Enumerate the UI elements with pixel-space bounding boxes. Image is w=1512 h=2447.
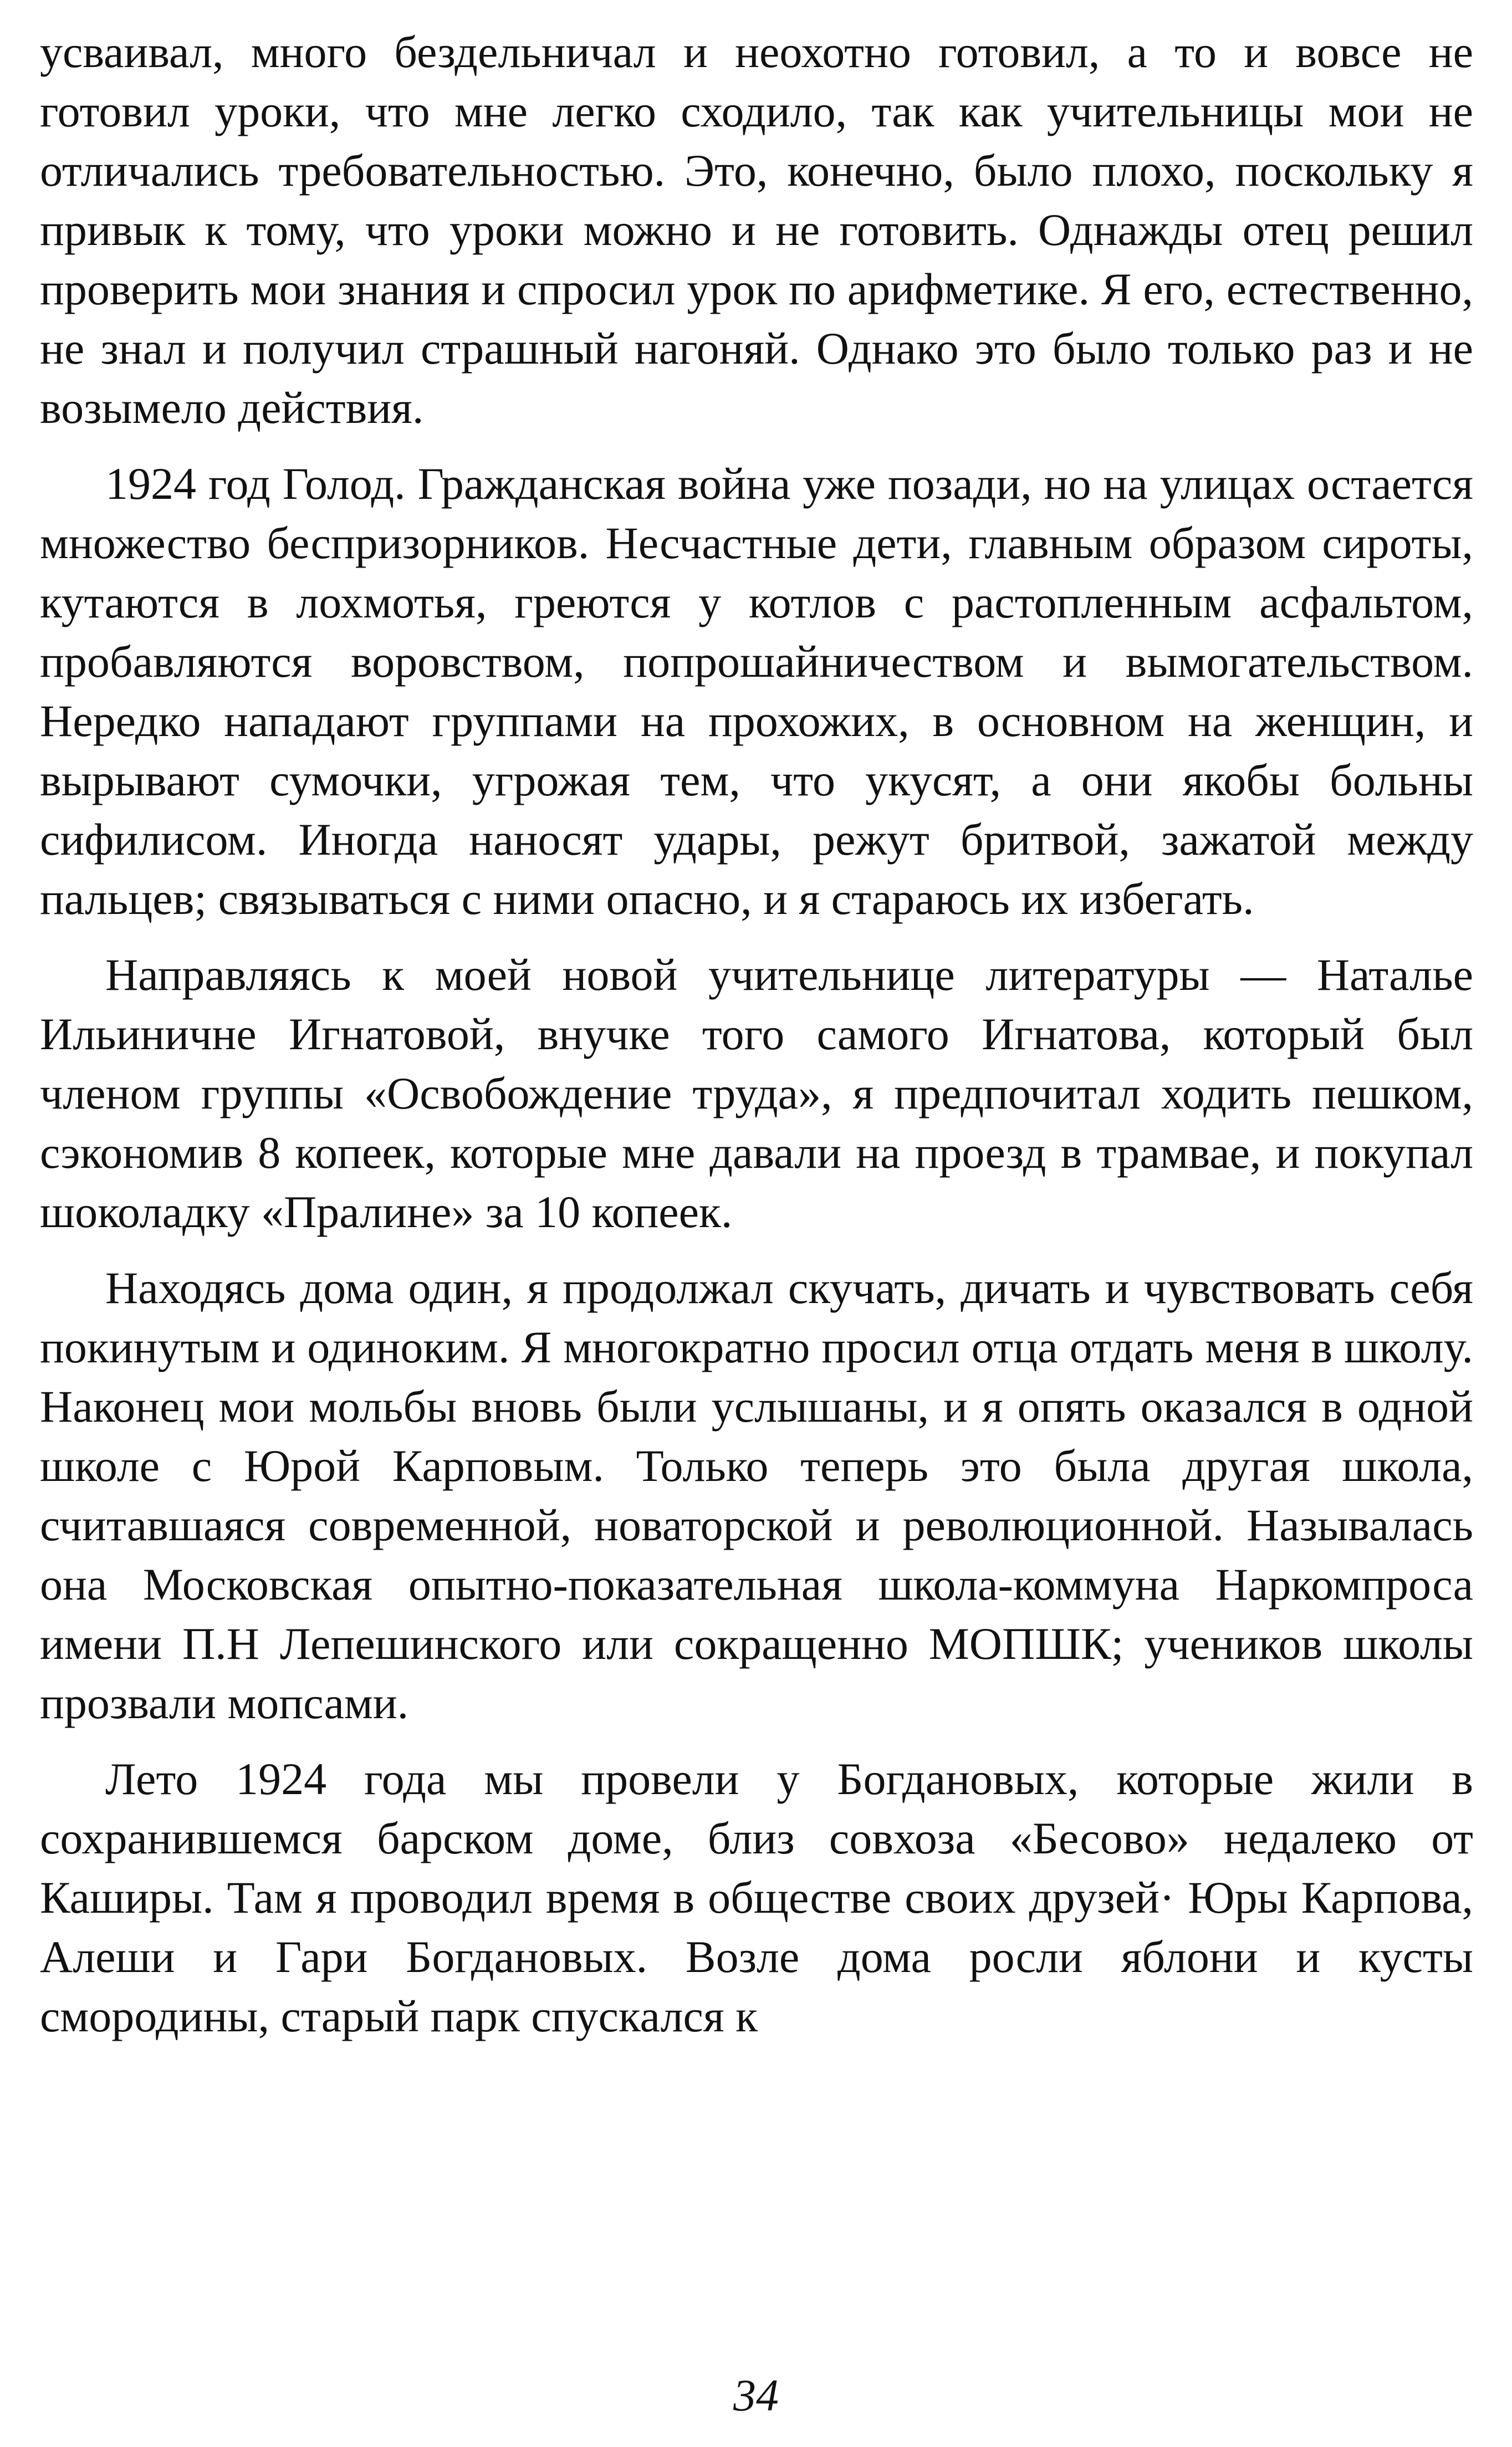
paragraph-5: Лето 1924 года мы провели у Богдановых, которые жили в сохранившемся барском доме, близ совхоза «Бесово» недалеко от Каширы. Там я проводил время в обществе своих друзей· Юры Карпова, Алеши и Гари Богдановых. Возле дома росли яблони и кусты смородины, старый парк спускался к [40,1754,1473,2041]
paragraph-3: Направляясь к моей новой учительнице литературы — Наталье Ильиничне Игнатовой, внучке того самого Игнатова, который был членом группы «Освобождение труда», я предпочитал ходить пешком, сэкономив 8 копеек, которые мне давали на проезд в трамвае, и покупал шоколадку «Пралине» за 10 копеек. [40,949,1473,1237]
paragraph-4: Находясь дома один, я продолжал скучать, дичать и чувствовать себя покинутым и одиноким. Я многократно просил отца отдать меня в школу. Наконец мои мольбы вновь были услышаны, и я опять оказался в одной школе с Юрой Карповым. Только теперь это была другая школа, считавшаяся современной, новаторской и революционной. Называлась она Московская опытно-показательная школа-коммуна Наркомпроса имени П.Н Лепешинского или сокращенно МОПШК; учеников школы прозвали мопсами. [40,1263,1473,1728]
paragraph-1: усваивал, много бездельничал и неохотно готовил, а то и вовсе не готовил уроки, что мне легко сходило, так как учительницы мои не отличались требовательностью. Это, конечно, было плохо, поскольку я привык к тому, что уроки можно и не готовить. Однажды отец решил проверить мои знания и спросил урок по арифметике. Я его, естественно, не знал и получил страшный нагоняй. Однако это было только раз и не возымело действия. [40,27,1473,433]
page-number: 34 [733,2370,779,2420]
page-text [40,22,1473,2394]
paragraph-2: 1924 год Голод. Гражданская война уже позади, но на улицах остается множество беспризорников. Несчастные дети, главным образом сироты, кутаются в лохмотья, греются у котлов с растопленным асфальтом, пробавляются воровством, попрошайничеством и вымогательством. Нередко нападают группами на прохожих, в основном на женщин, и вырывают сумочки, угрожая тем, что укусят, а они якобы больны сифилисом. Иногда наносят удары, режут бритвой, зажатой между пальцев; связываться с ними опасно, и я стараюсь их избегать. [40,458,1473,924]
